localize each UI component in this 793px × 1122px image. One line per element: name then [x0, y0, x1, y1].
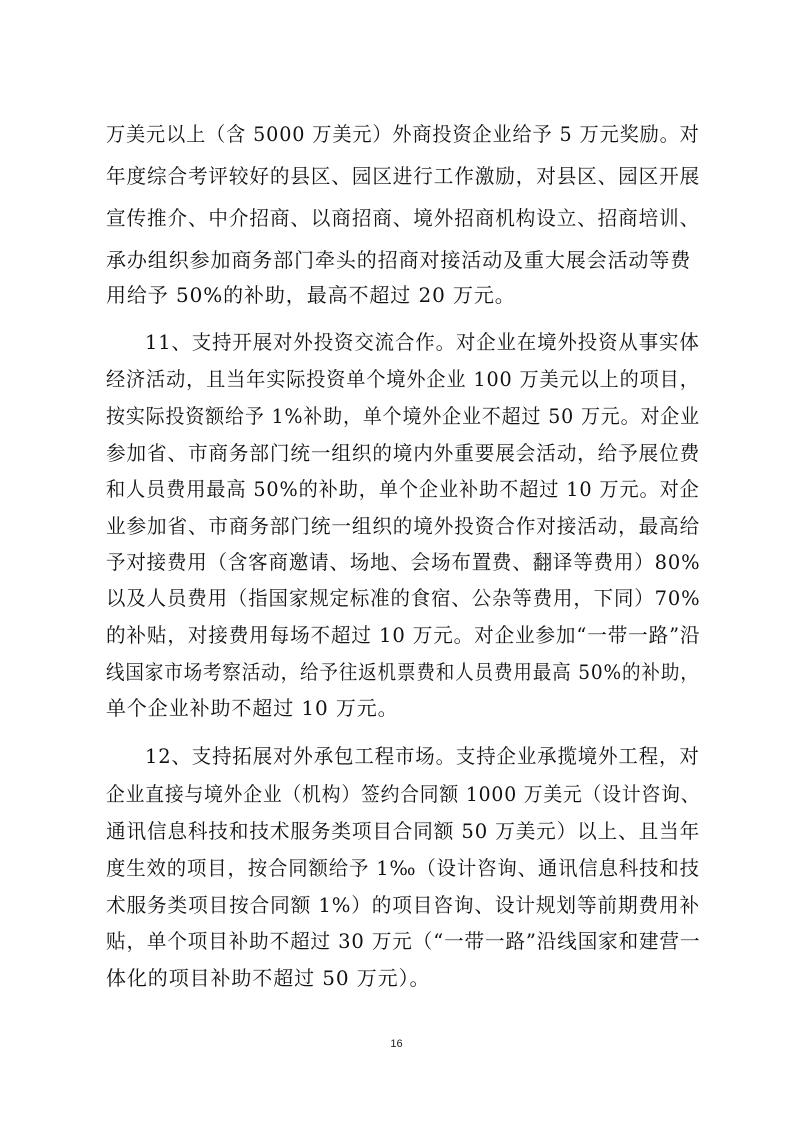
text-line: 的补贴，对接费用每场不超过 10 万元。对企业参加“一带一路”沿	[106, 623, 701, 647]
text-line: 单个企业补助不超过 10 万元。	[106, 696, 399, 720]
text-line: 和人员费用最高 50%的补助，单个企业补助不超过 10 万元。对企	[106, 477, 700, 501]
text-line: 予对接费用（含客商邀请、场地、会场布置费、翻译等费用）80%	[106, 550, 701, 574]
text-line: 万美元以上（含 5000 万美元）外商投资企业给予 5 万元奖励。对	[106, 122, 700, 146]
text-line: 业参加省、市商务部门统一组织的境外投资合作对接活动，最高给	[106, 514, 701, 538]
text-line: 通讯信息科技和技术服务类项目合同额 50 万美元）以上、且当年	[106, 819, 701, 843]
text-line: 以及人员费用（指国家规定标准的食宿、公杂等费用，下同）70%	[106, 586, 701, 610]
text-line: 承办组织参加商务部门牵头的招商对接活动及重大展会活动等费	[106, 248, 692, 272]
text-line: 12、支持拓展对外承包工程市场。支持企业承揽境外工程，对	[145, 744, 700, 768]
text-line: 参加省、市商务部门统一组织的境内外重要展会活动，给予展位费	[106, 441, 701, 465]
text-line: 线国家市场考察活动，给予往返机票费和人员费用最高 50%的补助，	[106, 660, 700, 684]
text-line: 用给予 50%的补助，最高不超过 20 万元。	[106, 283, 516, 307]
text-line: 经济活动，且当年实际投资单个境外企业 100 万美元以上的项目，	[106, 367, 700, 391]
text-line: 年度综合考评较好的县区、园区进行工作激励，对县区、园区开展	[106, 164, 701, 188]
text-line: 贴，单个项目补助不超过 30 万元（“一带一路”沿线国家和建营一	[106, 929, 701, 953]
text-line: 度生效的项目，按合同额给予 1‰（设计咨询、通讯信息科技和技	[106, 856, 700, 880]
text-line: 11、支持开展对外投资交流合作。对企业在境外投资从事实体	[145, 330, 700, 354]
text-line: 宣传推介、中介招商、以商招商、境外招商机构设立、招商培训、	[106, 206, 701, 230]
text-line: 术服务类项目按合同额 1%）的项目咨询、设计规划等前期费用补	[106, 893, 701, 917]
page-number: 16	[390, 1038, 403, 1050]
text-line: 企业直接与境外企业（机构）签约合同额 1000 万美元（设计咨询、	[106, 782, 701, 806]
text-line: 体化的项目补助不超过 50 万元）。	[106, 966, 431, 990]
text-line: 按实际投资额给予 1%补助，单个境外企业不超过 50 万元。对企业	[106, 404, 700, 428]
